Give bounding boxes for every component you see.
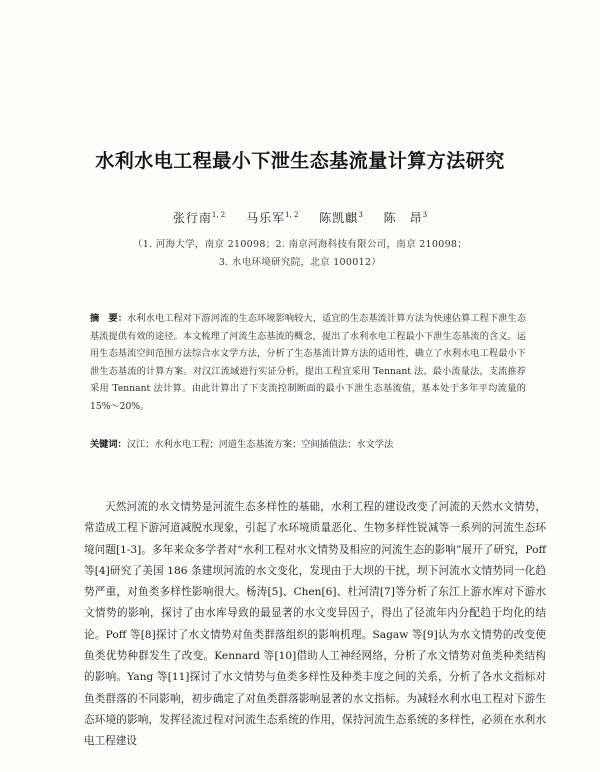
affiliation-line-1: （1. 河海大学，南京 210098；2. 南京河海科技有限公司，南京 210098；: [132, 239, 468, 250]
author: [384, 211, 427, 225]
author-name: 陈 昂: [383, 211, 423, 225]
keywords-label: 关键词：: [90, 439, 127, 450]
abstract: [90, 310, 526, 416]
keywords: [90, 436, 526, 450]
keywords-text: 汉江；水利水电工程；河道生态基流方案；空间插值法；水文学法: [126, 439, 394, 450]
author-name: 张行南: [172, 211, 212, 225]
author-name: 陈凯麒: [319, 211, 359, 225]
author-affiliation-mark: 1, 2: [211, 211, 226, 219]
author: [173, 211, 225, 225]
affiliation-line-2: 3. 水电环境研究院，北京 100012）: [218, 257, 382, 268]
author-name: 马乐军: [246, 211, 286, 225]
author-affiliation-mark: 1, 2: [285, 211, 299, 219]
author-affiliation-mark: 3: [422, 211, 428, 219]
author-affiliation-mark: 3: [358, 211, 363, 219]
body-paragraph: 天然河流的水文情势是河流生态多样性的基础，水利工程的建设改变了河流的天然水文情势，常造成工程下游河道减脱水现象，引起了水环境质量恶化、生物多样性锐减等一系列的河流生态环境问题[1-3]。多年来众多学者对“水利工程对水文情势及相应的河流生态的影响”展开了研究，Poff 等[4]研究了美国 186 条建坝河流的水文变化，发现由于大坝的干扰，坝下河流水文情势同一化趋势严重，对鱼类多样性影响很大。杨涛[5]、Chen[6]、杜河清[7]等分析了东江上游水库对下游水文情势的影响，探讨了由水库导致的最显著的水文变异因子，得出了径流年内分配趋于均化的结论。Poff 等[8]探讨了水文情势对鱼类群落组织的影响机理。Sagaw 等[9]认为水文情势的改变使鱼类优势种群发生了改变。Kennard 等[10]借助人工神经网络，分析了水文情势对鱼类种类结构的影响。Yang 等[11]探讨了水文情势与鱼类多样性及种类丰度之间的关系，分析了各水文指标对鱼类群落的不同影响，初步确定了对鱼类群落影响显著的水文指标。为减轻水利水电工程对下游生态环境的影响，发挥径流过程对河流生态系统的作用，保持河流生态系统的多样性，必须在水利水电工程建设: [84, 501, 546, 748]
paper-title: 水利水电工程最小下泄生态基流量计算方法研究: [95, 150, 505, 172]
author: [319, 211, 362, 225]
abstract-text: 水利水电工程对下游河流的生态环境影响较大，适宜的生态基流计算方法为快速估算工程下泄生态基流提供有效的途径。本文梳理了河流生态基流的概念，提出了水利水电工程最小下泄生态基流的含义。运用生态基流空间范围方法综合水文学方法，分析了生态基流计算方法的适用性，确立了水利水电工程最小下泄生态基流的计算方案。对汉江流域进行实证分析，提出工程宜采用 Tennant 法、最小流量法，支流推荐采用 Tennant 法计算。由此计算出了下支流控制断面的最小下泄生态基流值，基本处于多年平均流量的 15%～20%。: [90, 313, 527, 412]
author-list: [0, 209, 600, 226]
abstract-label: 摘 要：: [90, 313, 128, 324]
author: [246, 211, 298, 225]
